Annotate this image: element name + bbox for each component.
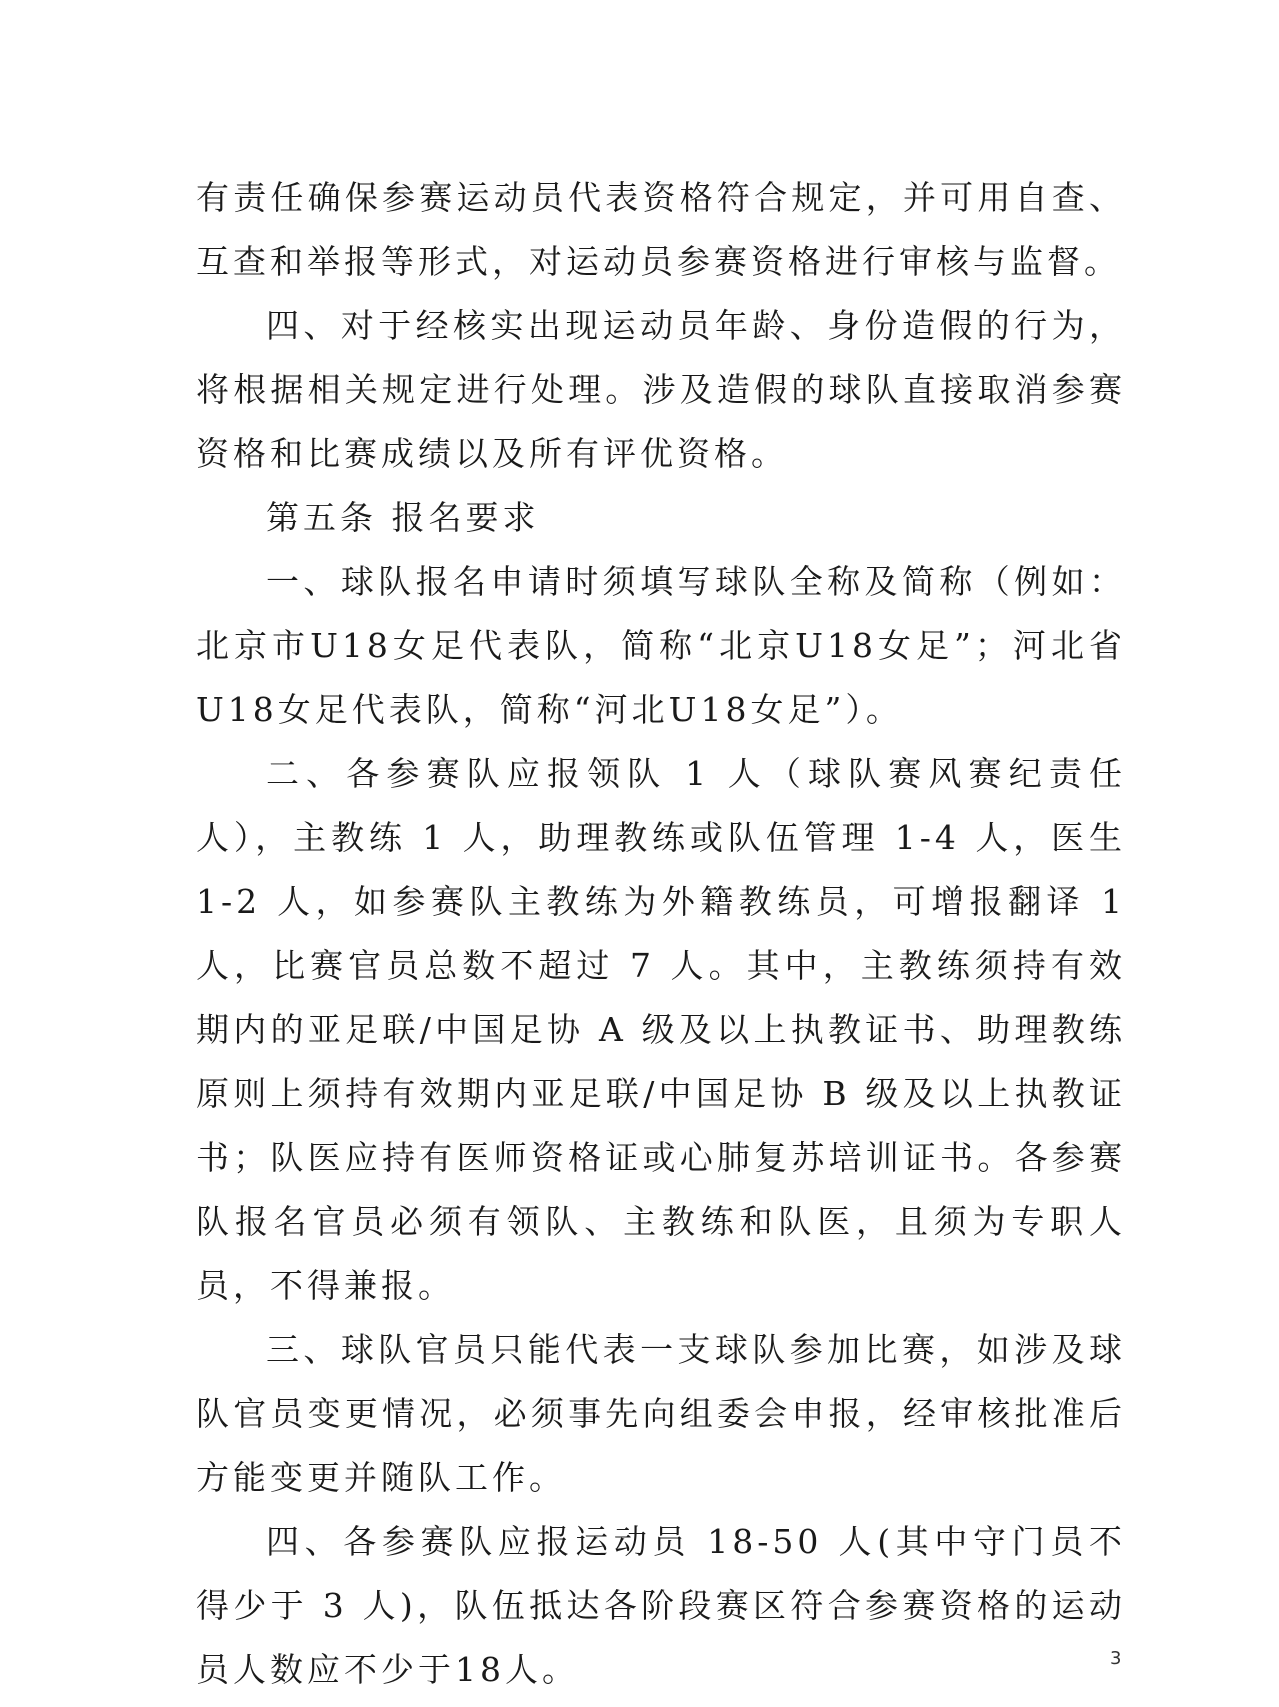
paragraph-fraud-penalty: 四、对于经核实出现运动员年龄、身份造假的行为，将根据相关规定进行处理。涉及造假的球队直接取消参赛资格和比赛成绩以及所有评优资格。 [196,306,1126,473]
paragraph-team-officials: 二、各参赛队应报领队 1 人（球队赛风赛纪责任人），主教练 1 人，助理教练或队伍管理 1-4 人，医生 1-2 人，如参赛队主教练为外籍教练员，可增报翻译 1 人，比赛官员总数不超过 7 人。其中，主教练须持有效期内的亚足联/中国足协 A 级及以上执教证书、助理教练原则上须持有效期内亚足联/中国足协 B 级及以上执教证书；队医应持有医师资格证或心肺复苏培训证书。各参赛队报名官员必须有领队、主教练和队医，且须为专职人员，不得兼报。 [196,754,1126,1305]
document-body [196,166,1126,1702]
article-heading-registration: 第五条 报名要求 [266,498,540,537]
paragraph-official-change: 三、球队官员只能代表一支球队参加比赛，如涉及球队官员变更情况，必须事先向组委会申报，经审核批准后方能变更并随队工作。 [196,1330,1126,1497]
paragraph-eligibility-continuation: 有责任确保参赛运动员代表资格符合规定，并可用自查、互查和举报等形式，对运动员参赛资格进行审核与监督。 [196,178,1126,281]
paragraph-team-name: 一、球队报名申请时须填写球队全称及简称（例如：北京市U18女足代表队，简称“北京U18女足”；河北省U18女足代表队，简称“河北U18女足”）。 [196,562,1126,729]
paragraph-player-count: 四、各参赛队应报运动员 18-50 人(其中守门员不得少于 3 人)，队伍抵达各阶段赛区符合参赛资格的运动员人数应不少于18人。 [196,1522,1126,1689]
page-number: 3 [1110,1648,1122,1669]
